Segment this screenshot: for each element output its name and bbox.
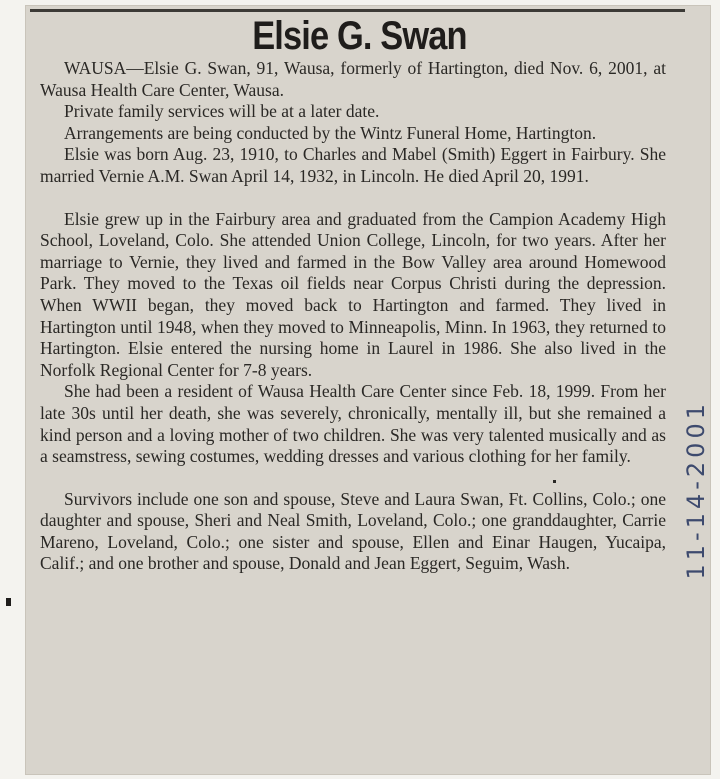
top-rule (30, 9, 685, 12)
obituary-title: Elsie G. Swan (252, 14, 467, 58)
obituary-body (40, 58, 666, 575)
paragraph-death-notice: WAUSA—Elsie G. Swan, 91, Wausa, formerly of Hartington, died Nov. 6, 2001, at Wausa Health Care Center, Wausa. (40, 58, 666, 100)
paragraph-arrangements: Arrangements are being conducted by the Wintz Funeral Home, Hartington. (64, 122, 597, 143)
print-speck (553, 480, 556, 483)
paragraph-birth-marriage: Elsie was born Aug. 23, 1910, to Charles and Mabel (Smith) Eggert in Fairbury. She married Vernie A.M. Swan April 14, 1932, in Lincoln. He died April 20, 1991. (40, 144, 666, 186)
paragraph-services: Private family services will be at a later date. (64, 101, 380, 122)
paragraph-later-life: She had been a resident of Wausa Health Care Center since Feb. 18, 1999. From her late 30s until her death, she was severely, chronically, mentally ill, but she remained a kind person and a loving mother of two children. She was very talented musically and as a seamstress, sewing costumes, wedding dresses and various clothing for her family. (40, 381, 666, 467)
margin-mark (6, 598, 11, 606)
paragraph-survivors: Survivors include one son and spouse, Steve and Laura Swan, Ft. Collins, Colo.; one daughter and spouse, Sheri and Neal Smith, Loveland, Colo.; one granddaughter, Carrie Mareno, Loveland, Colo.; one sister and spouse, Ellen and Einar Haugen, Yucaipa, Calif.; and one brother and spouse, Donald and Jean Eggert, Seguim, Wash. (40, 488, 666, 574)
handwritten-date (682, 400, 708, 740)
handwritten-date-text: 11-14-2001 (682, 400, 710, 580)
paragraph-life-history: Elsie grew up in the Fairbury area and graduated from the Campion Academy High School, Loveland, Colo. She attended Union College, Lincoln, for two years. After her marriage to Vernie, they lived and farmed in the Bow Valley area around Homewood Park. They moved to the Texas oil fields near Corpus Christi during the depression. When WWII began, they moved back to Hartington and farmed. They lived in Hartington until 1948, when they moved to Minneapolis, Minn. In 1963, they returned to Hartington. Elsie entered the nursing home in Laurel in 1986. She also lived in the Norfolk Regional Center for 7-8 years. (40, 208, 666, 380)
